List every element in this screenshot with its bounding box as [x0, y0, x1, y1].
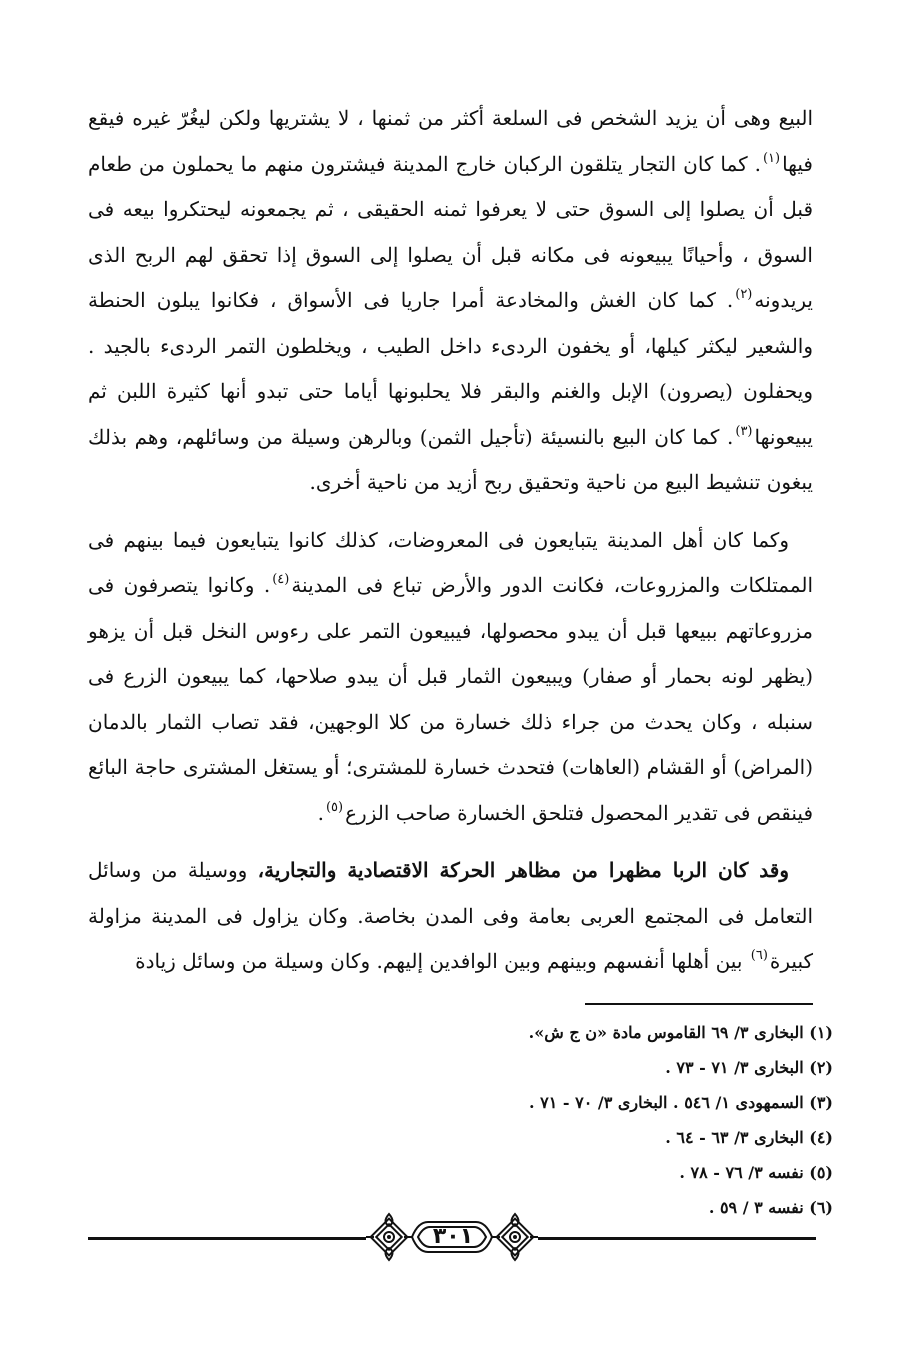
page-footer [88, 1208, 816, 1268]
text-run: . كما كان البيع بالنسيئة (تأجيل الثمن) وبالرهن وسيلة من وسائلهم، وهم بذلك يبغون تنشيط البيع من ناحية وتحقيق ربح أزيد من ناحية أخرى. [88, 424, 813, 494]
footnote-1: (١) البخارى ٣/ ٦٩ القاموس مادة «ن ج ش». [528, 1023, 833, 1042]
text-run: ووسيلة من وسائل التعامل فى المجتمع العربى بعامة وفى المدن بخاصة. وكان يزاول فى المدينة مزاولة كبيرة [88, 858, 813, 973]
text-run: . كما كان الغش والمخادعة أمرا جاريا فى الأسواق ، فكانوا يبلون الحنطة والشعير ليكثر كيلها، أو يخفون الردىء داخل الطيب ، ويخلطون التمر الردىء بالجيد . ويحفلون (يصرون) الإبل والغنم والبقر فلا يحلبونها أياما حتى تبدو أنها كثيرة اللبن ثم يبيعونها [88, 288, 813, 449]
paragraph-3 [88, 848, 813, 985]
paragraph-2 [88, 518, 813, 837]
footnote-ref-2[interactable]: (٢) [735, 287, 753, 302]
footnote-ref-5[interactable]: (٥) [325, 799, 344, 815]
footer-rule-left [88, 1237, 366, 1240]
page-number: ٣٠١ [432, 1224, 474, 1249]
footnote-2: (٢) البخارى ٣/ ٧١ - ٧٣ . [665, 1058, 833, 1077]
footnote-ref-3[interactable]: (٣) [735, 423, 753, 439]
footnote-4: (٤) البخارى ٣/ ٦٣ - ٦٤ . [665, 1128, 833, 1147]
footer-rule-right [538, 1237, 816, 1240]
text-run: . [317, 800, 324, 825]
text-run: . كما كان التجار يتلقون الركبان خارج المدينة فيشترون منهم ما يحملون من طعام قبل أن يصلوا إلى السوق حتى لا يعرفوا ثمنه الحقيقى ، ثم يجمعونه ليحتكروا بيعه فى السوق ، وأحيانًا يبيعونه فى مكانه قبل أن يصلوا إلى السوق إذا تحقق لهم الربح الذى يريدونه [88, 151, 813, 312]
footnotes [333, 1015, 833, 1225]
text-run: بين أهلها أنفسهم وبينهم وبين الوافدين إليهم. وكان وسيلة من وسائل زيادة [135, 949, 749, 973]
footnote-ref-4[interactable]: (٤) [272, 572, 290, 587]
paragraph-1 [88, 96, 813, 506]
text-run: البيع وهى أن يزيد الشخص فى السلعة أكثر من ثمنها ، لا يشتريها ولكن ليغُرّ غيره فيقع فيها [88, 106, 813, 176]
footnote-ref-1[interactable]: (١) [762, 150, 781, 166]
footnote-6: (٦) نفسه ٣ / ٥٩ . [708, 1198, 833, 1217]
text-run: وكما كان أهل المدينة يتبايعون فى المعروضات، كذلك كانوا يتبايعون فيما بينهم فى الممتلكات والمزروعات، فكانت الدور والأرض تباع فى المدينة [88, 527, 814, 597]
bold-lead-text: وقد كان الربا مظهرا من مظاهر الحركة الاقتصادية والتجارية، [257, 858, 790, 882]
text-run: . وكانوا يتصرفون فى مزروعاتهم ببيعها قبل أن يبدو محصولها، فيبيعون التمر على رءوس النخل قبل أن يزهو (يظهر لونه بحمار أو صفار) ويبيعون الثمار قبل أن يبدو صلاحها، كما يبيعون الزرع فى سنبله ، وكان يحدث من جراء ذلك خسارة من كلا الوجهين، فقد تصاب الثمار بالدمان (المراض) أو القشام (العاهات) فتحدث خسارة للمشترى؛ أو يستغل المشترى حاجة البائع فينقص فى تقدير المحصول فتلحق الخسارة صاحب الزرع [88, 573, 813, 825]
footnote-ref-6[interactable]: (٦) [750, 948, 768, 963]
body-text [88, 96, 813, 985]
footnote-3: (٣) السمهودى ١/ ٥٤٦ . البخارى ٣/ ٧٠ - ٧١ . [528, 1093, 833, 1112]
footnote-separator [585, 1003, 813, 1005]
footnote-5: (٥) نفسه ٣/ ٧٦ - ٧٨ . [679, 1163, 833, 1182]
